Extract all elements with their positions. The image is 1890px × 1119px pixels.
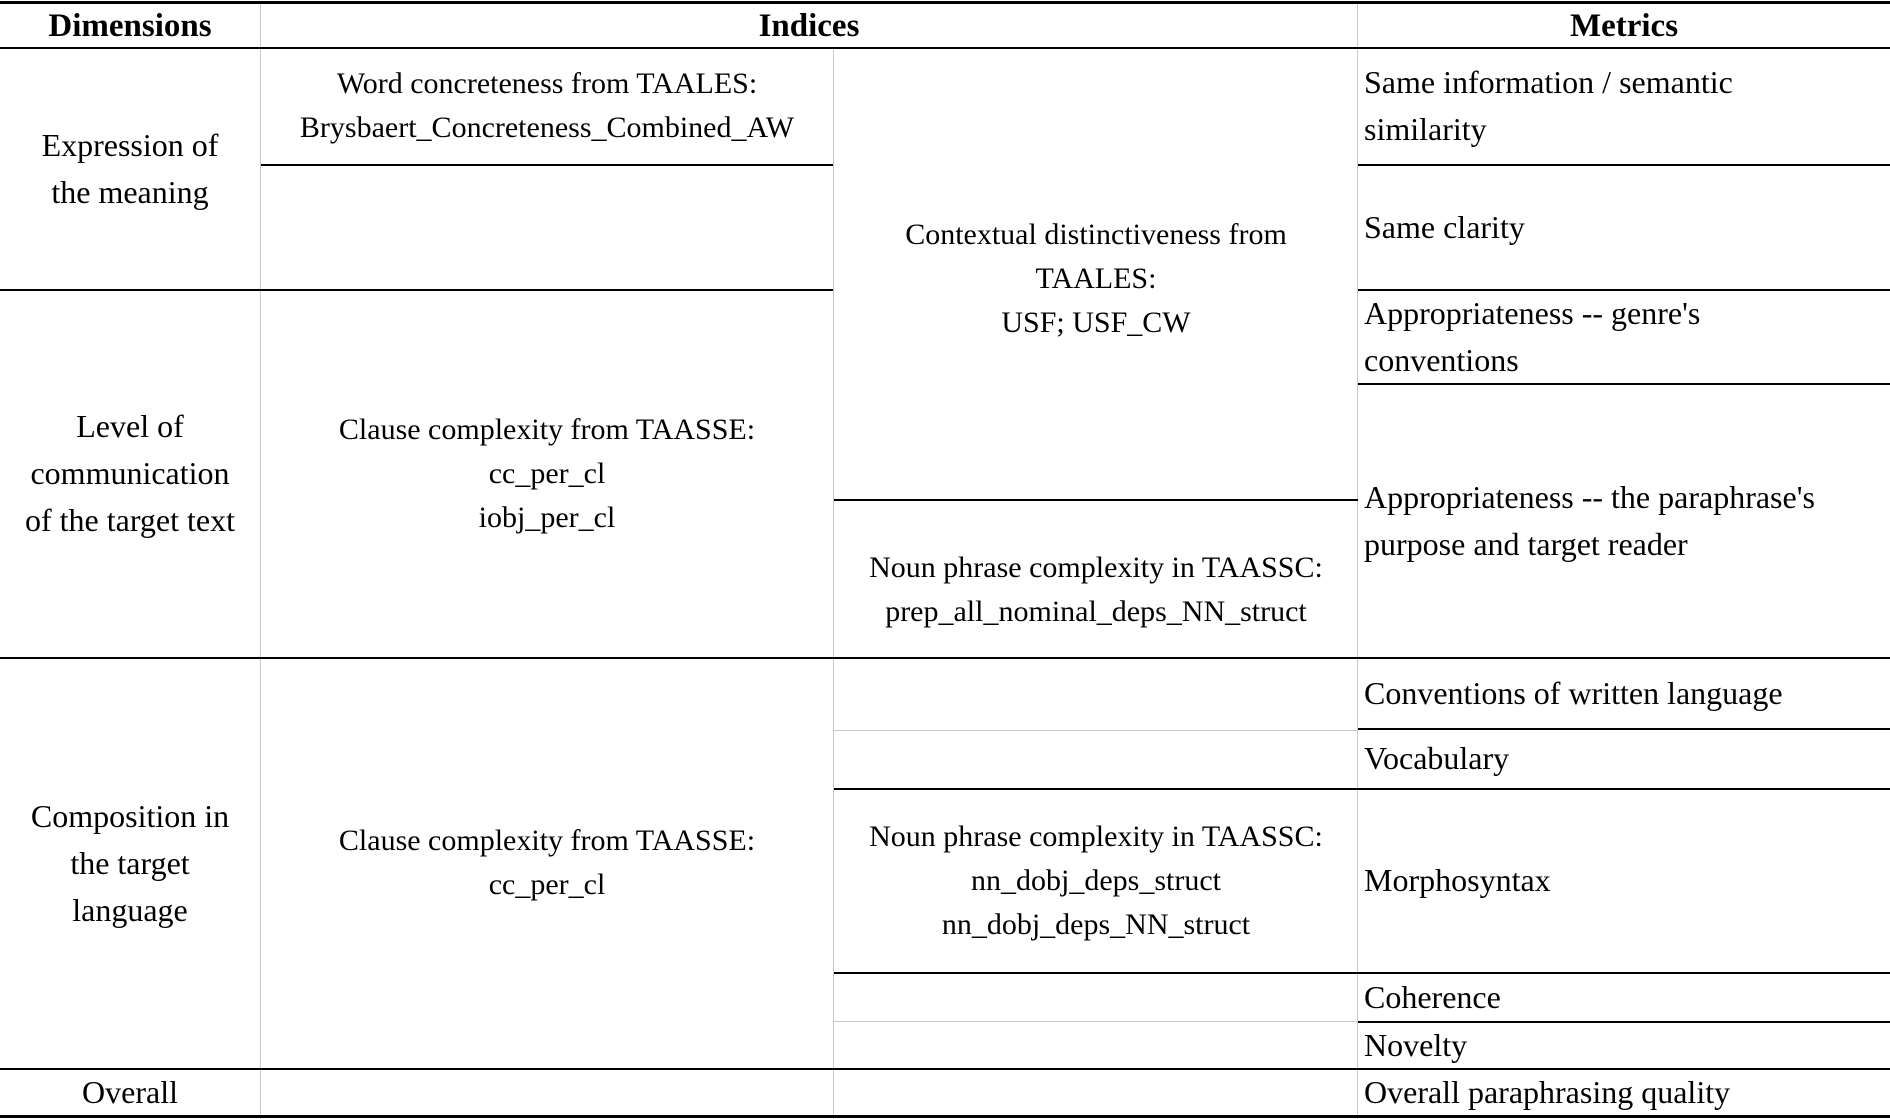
table-top-rule [0, 1, 1890, 4]
index-clause-complexity-level: Clause complexity from TAASSE: cc_per_cl iobj_per_cl [338, 412, 756, 534]
row-rule-light [834, 1021, 1358, 1022]
metric-conventions: Conventions of written language [1364, 674, 1783, 711]
metric-vocabulary: Vocabulary [1364, 740, 1510, 776]
metric-appropriateness-purpose: Appropriateness -- the paraphrase's purpose and target reader [1364, 478, 1815, 562]
dimension-composition: Composition in the target language [30, 797, 230, 928]
index-clause-complexity-composition: Clause complexity from TAASSE: cc_per_cl [338, 824, 756, 901]
metric-appropriateness-genre: Appropriateness -- genre's conventions [1364, 294, 1701, 378]
row-rule-light [834, 730, 1358, 731]
row-rule [261, 164, 833, 166]
dimension-level-of-communication: Level of communication of the target text [25, 408, 235, 538]
metric-same-clarity: Same clarity [1364, 208, 1525, 245]
metric-coherence: Coherence [1364, 978, 1501, 1015]
header-metrics: Metrics [1569, 8, 1679, 44]
metric-morphosyntax: Morphosyntax [1364, 862, 1551, 898]
index-noun-phrase-composition: Noun phrase complexity in TAASSC: nn_dobj_deps_struct nn_dobj_deps_NN_struct [869, 819, 1323, 941]
header-dimensions: Dimensions [48, 8, 212, 44]
index-noun-phrase-level: Noun phrase complexity in TAASSC: prep_all_nominal_deps_NN_struct [869, 550, 1323, 628]
header-indices: Indices [758, 8, 860, 44]
index-contextual-distinctiveness: Contextual distinctiveness from TAALES: USF; USF_CW [905, 218, 1287, 339]
metric-overall-quality: Overall paraphrasing quality [1364, 1073, 1731, 1110]
dimension-expression-of-meaning: Expression of the meaning [41, 126, 219, 210]
index-word-concreteness: Word concreteness from TAALES: Brysbaert_Concreteness_Combined_AW [299, 67, 795, 144]
dimension-overall: Overall [82, 1073, 178, 1110]
metric-novelty: Novelty [1364, 1026, 1468, 1063]
metric-same-information: Same information / semantic similarity [1364, 64, 1733, 147]
